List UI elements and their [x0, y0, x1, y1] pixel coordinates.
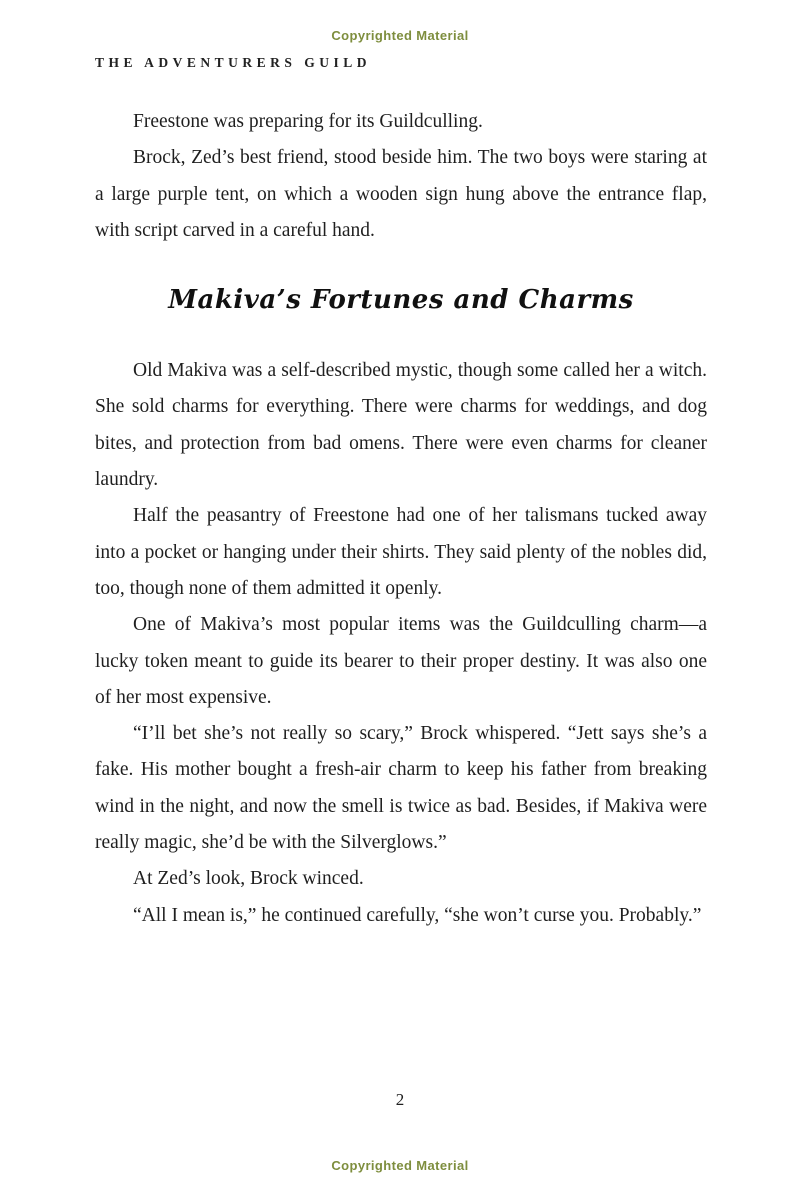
paragraph: “I’ll bet she’s not really so scary,” Brock whispered. “Jett says she’s a fake. His mother bought a fresh-air charm to keep his father from breaking wind in the night, and now the smell is twice as bad. Besides, if Makiva were really magic, she’d be with the Silverglows.” — [95, 723, 707, 854]
paragraph: Half the peasantry of Freestone had one of her talismans tucked away into a pocket or hanging under their shirts. They said plenty of the nobles did, too, though none of them admitted it openly. — [95, 505, 707, 599]
copyright-notice-bottom: Copyrighted Material — [331, 1158, 469, 1173]
body-text-block — [95, 104, 707, 934]
paragraph: Freestone was preparing for its Guildculling. — [133, 111, 483, 132]
section-heading: Makiva’s Fortunes and Charms — [168, 285, 634, 316]
copyright-notice-top: Copyrighted Material — [331, 28, 469, 43]
paragraph: Brock, Zed’s best friend, stood beside him. The two boys were staring at a large purple tent, on which a wooden sign hung above the entrance flap, with script carved in a careful hand. — [95, 147, 707, 241]
paragraph: Old Makiva was a self-described mystic, though some called her a witch. She sold charms for everything. There were charms for weddings, and dog bites, and protection from bad omens. There were even charms for cleaner laundry. — [95, 360, 707, 491]
paragraph: “All I mean is,” he continued carefully, “she won’t curse you. Probably.” — [133, 904, 702, 926]
paragraph: At Zed’s look, Brock winced. — [133, 868, 364, 890]
running-header-title: THE ADVENTURERS GUILD — [95, 55, 372, 70]
paragraph: One of Makiva’s most popular items was the Guildculling charm—a lucky token meant to guide its bearer to their proper destiny. It was also one of her most expensive. — [95, 614, 707, 708]
page-number: 2 — [395, 1090, 405, 1109]
